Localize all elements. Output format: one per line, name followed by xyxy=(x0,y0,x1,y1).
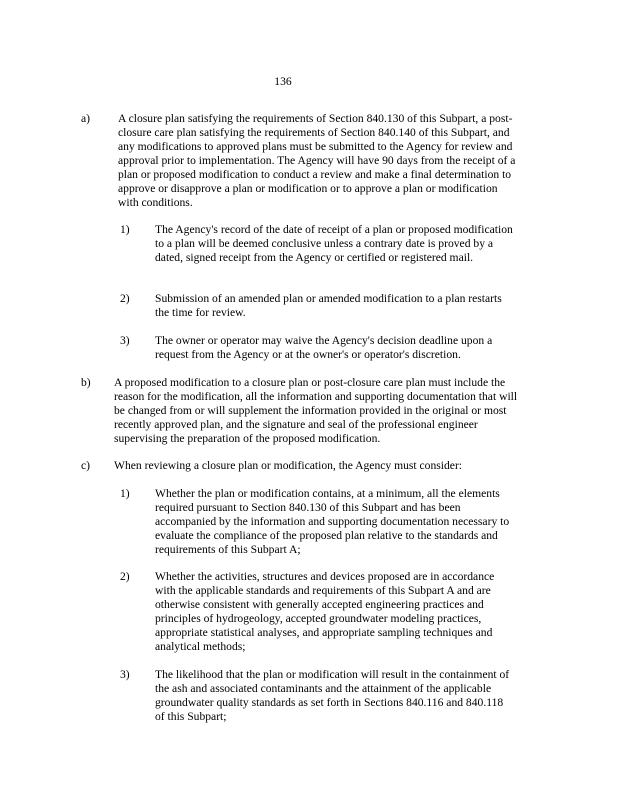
section-text: A closure plan satisfying the requirements of Section 840.130 of this Subpart, a post-closure care plan satisfying the requirements of Section 840.140 of this Subpart, and any modifications to approved plans must be submitted to the Agency for review and approval prior to implementation. The Agency will have 90 days from the receipt of a plan or proposed modification to conduct a review and make a final determination to approve or disapprove a plan or modification or to approve a plan or modification with conditions. xyxy=(118,112,516,209)
section-marker: b) xyxy=(81,376,91,389)
item-marker: 2) xyxy=(120,570,130,583)
section-marker: a) xyxy=(81,112,91,125)
item-marker: 1) xyxy=(120,487,130,500)
item-marker: 2) xyxy=(120,292,130,305)
section-text: A proposed modification to a closure plan or post-closure care plan must include the reason for the modification, all the information and supporting documentation that will be changed from or will supplement the information provided in the original or most recently approved plan, and the signature and seal of the professional engineer supervising the preparation of the proposed modification. xyxy=(114,376,518,445)
item-marker: 3) xyxy=(120,334,130,347)
item-text: The likelihood that the plan or modification will result in the containment of the ash and associated contaminants and the attainment of the applicable groundwater quality standards as set forth in Sections 840.116 and 840.118 of this Subpart; xyxy=(155,668,510,723)
item-text: Whether the plan or modification contains, at a minimum, all the elements required pursuant to Section 840.130 of this Subpart and has been accompanied by the information and supporting documentation necessary to evaluate the compliance of the proposed plan relative to the standards and requirements of this Subpart A; xyxy=(155,487,510,556)
item-marker: 1) xyxy=(120,223,130,236)
section-text: When reviewing a closure plan or modification, the Agency must consider: xyxy=(114,459,463,472)
page-number: 136 xyxy=(274,75,292,88)
item-text: The Agency's record of the date of receipt of a plan or proposed modification to a plan will be deemed conclusive unless a contrary date is proved by a dated, signed receipt from the Agency or certified or registered mail. xyxy=(155,223,513,264)
item-text: Whether the activities, structures and devices proposed are in accordance with the applicable standards and requirements of this Subpart A and are otherwise consistent with generally accepted engineering practices and principles of hydrogeology, accepted groundwater modeling practices, appropriate statistical analyses, and appropriate sampling techniques and analytical methods; xyxy=(155,570,495,653)
item-text: The owner or operator may waive the Agency's decision deadline upon a request from the Agency or at the owner's or operator's discretion. xyxy=(155,334,493,361)
item-text: Submission of an amended plan or amended modification to a plan restarts the time for review. xyxy=(155,292,502,319)
section-marker: c) xyxy=(81,459,91,472)
item-marker: 3) xyxy=(120,668,130,681)
